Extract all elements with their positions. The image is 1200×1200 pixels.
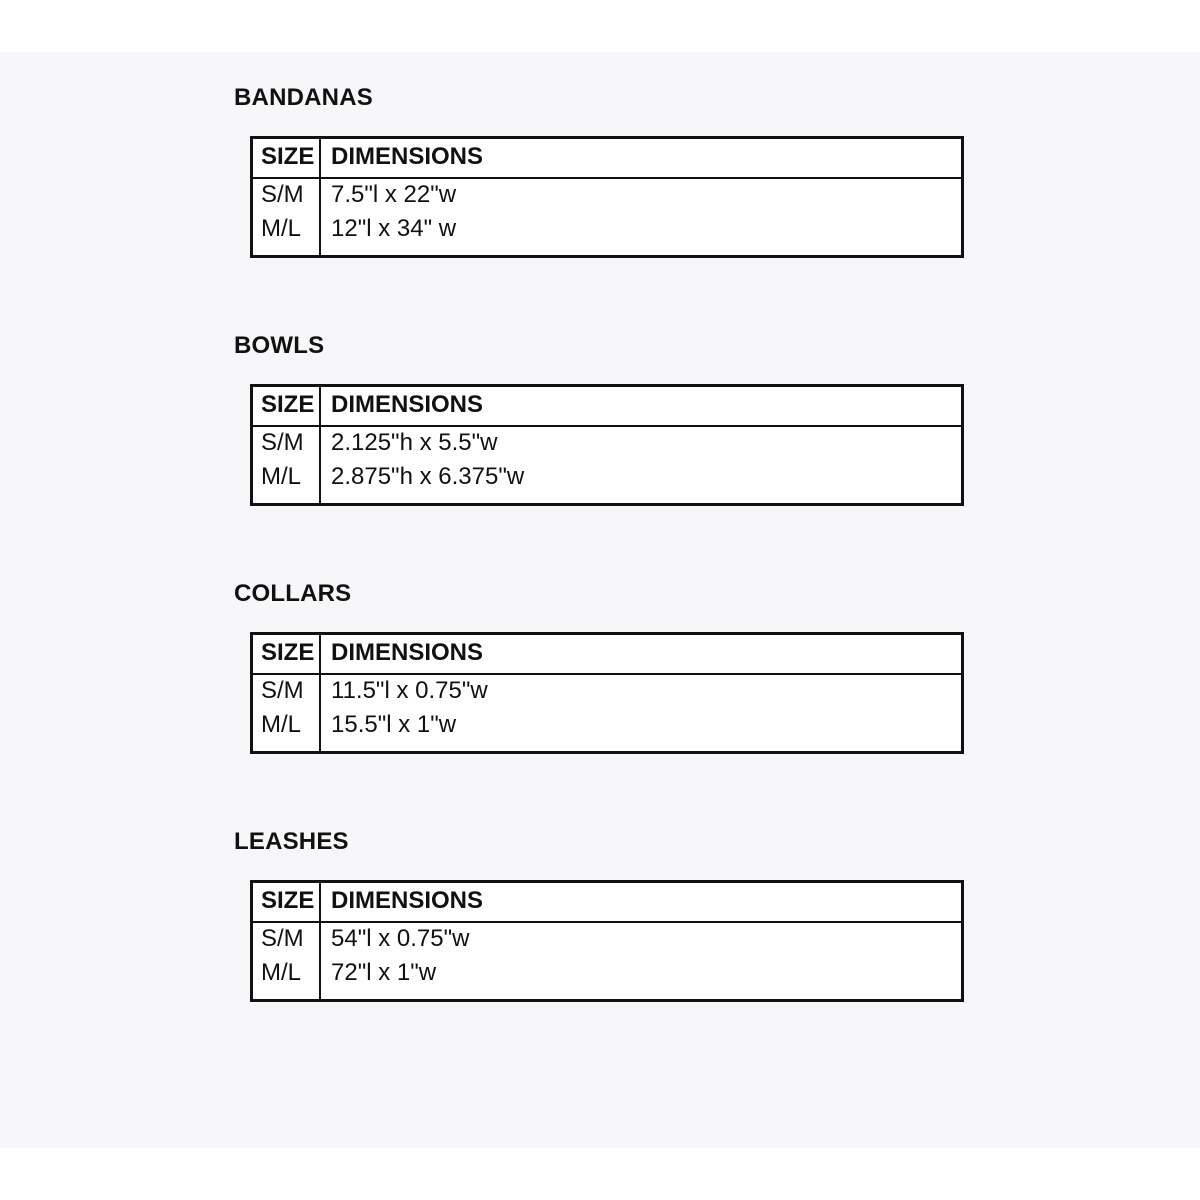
table-header (253, 883, 961, 923)
row-size: S/M (261, 925, 304, 952)
section-title: LEASHES (234, 828, 349, 855)
row-size: M/L (261, 711, 302, 738)
row-size: S/M (261, 181, 304, 208)
table-header (253, 635, 961, 675)
section-title: COLLARS (234, 580, 352, 607)
table-row (253, 677, 961, 711)
header-dimensions: DIMENSIONS (331, 639, 484, 666)
size-table (250, 880, 964, 1002)
header-dimensions: DIMENSIONS (331, 143, 484, 170)
table-header (253, 139, 961, 179)
section-title: BOWLS (234, 332, 325, 359)
size-chart-page (0, 52, 1200, 1148)
size-table (250, 384, 964, 506)
section-title: BANDANAS (234, 84, 373, 111)
table-row (253, 711, 961, 745)
header-dimensions: DIMENSIONS (331, 887, 484, 914)
header-size: SIZE (261, 391, 315, 418)
table-row (253, 429, 961, 463)
row-dimensions: 12"l x 34" w (331, 215, 457, 242)
row-size: M/L (261, 959, 302, 986)
row-dimensions: 2.125"h x 5.5"w (331, 429, 498, 456)
row-size: M/L (261, 215, 302, 242)
table-row (253, 181, 961, 215)
header-size: SIZE (261, 887, 315, 914)
row-dimensions: 2.875"h x 6.375"w (331, 463, 525, 490)
row-size: S/M (261, 677, 304, 704)
size-table (250, 632, 964, 754)
size-table (250, 136, 964, 258)
row-size: S/M (261, 429, 304, 456)
table-header (253, 387, 961, 427)
row-size: M/L (261, 463, 302, 490)
row-dimensions: 7.5"l x 22"w (331, 181, 457, 208)
table-row (253, 463, 961, 497)
table-row (253, 959, 961, 993)
header-size: SIZE (261, 143, 315, 170)
row-dimensions: 11.5"l x 0.75"w (331, 677, 488, 704)
header-dimensions: DIMENSIONS (331, 391, 484, 418)
header-size: SIZE (261, 639, 315, 666)
row-dimensions: 54"l x 0.75"w (331, 925, 470, 952)
table-row (253, 925, 961, 959)
row-dimensions: 72"l x 1"w (331, 959, 437, 986)
table-row (253, 215, 961, 249)
row-dimensions: 15.5"l x 1"w (331, 711, 457, 738)
